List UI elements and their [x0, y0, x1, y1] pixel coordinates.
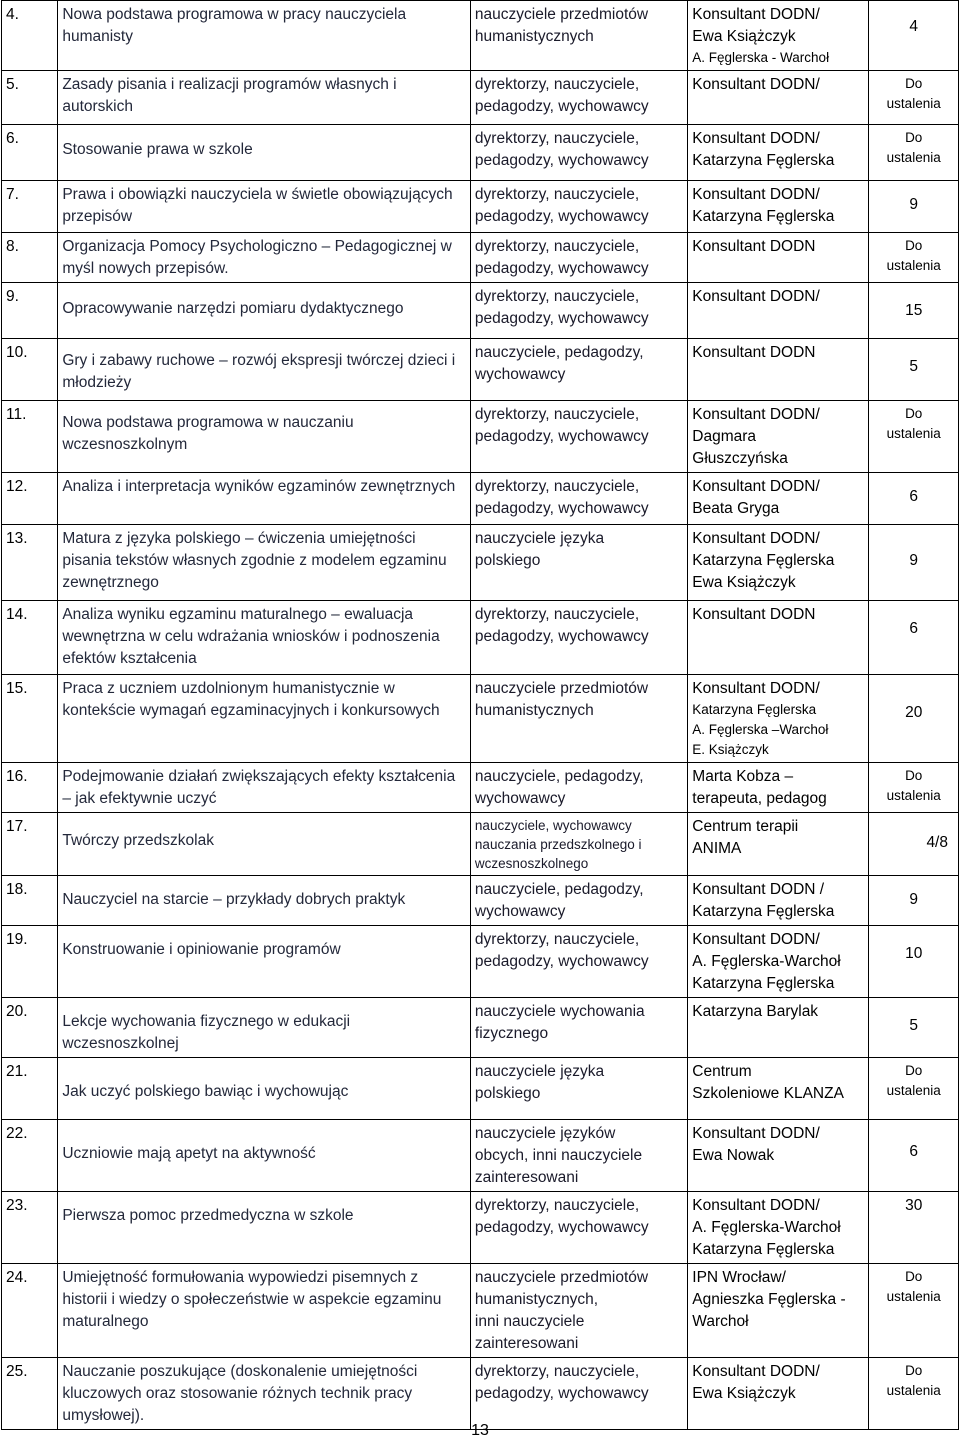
audience-line: dyrektorzy, nauczyciele, [474, 1197, 640, 1214]
consultant-line: ANIMA [692, 840, 742, 857]
row-number-cell [2, 1358, 58, 1430]
course-title-cell [58, 926, 471, 998]
course-title-cell [58, 401, 471, 473]
table-row [2, 401, 959, 473]
audience-cell [470, 998, 687, 1058]
consultant-line: Szkoleniowe KLANZA [692, 1085, 844, 1102]
audience-cell [470, 1058, 687, 1120]
hours-cell [869, 339, 959, 401]
hours-cell [869, 1264, 959, 1358]
consultant-cell [688, 926, 869, 998]
consultant-cell [688, 1192, 869, 1264]
consultant-line: Głuszczyńska [692, 450, 788, 467]
course-title: Analiza wyniku egzaminu maturalnego – ewaluacja wewnętrzna w celu wdrażania wniosków i podnoszenia efektów kształcenia [62, 606, 440, 667]
hours-cell [869, 125, 959, 181]
audience-line: zainteresowani [474, 1169, 579, 1186]
consultant-line: Konsultant DODN/ [692, 1125, 820, 1142]
audience-line: dyrektorzy, nauczyciele, [474, 606, 640, 623]
consultant-line: Konsultant DODN [692, 344, 816, 361]
audience-line: pedagodzy, wychowawcy [474, 260, 649, 277]
audience-cell [470, 926, 687, 998]
course-title-cell [58, 473, 471, 525]
row-number-cell [2, 675, 58, 763]
audience-line: nauczyciele wychowania [474, 1003, 645, 1020]
hours-cell [869, 233, 959, 283]
course-title: Nowa podstawa programowa w pracy nauczyciela humanisty [62, 6, 407, 45]
consultant-cell [688, 1120, 869, 1192]
row-number-cell [2, 473, 58, 525]
table-row [2, 675, 959, 763]
audience-line: inni nauczyciele [474, 1313, 585, 1330]
course-title: Pierwsza pomoc przedmedyczna w szkole [62, 1207, 354, 1224]
hours-cell [869, 71, 959, 125]
consultant-line: Konsultant DODN/ [692, 76, 820, 93]
table-row [2, 876, 959, 926]
course-title: Konstruowanie i opiniowanie programów [62, 941, 341, 958]
consultant-line: Katarzyna Fęglerska [692, 1241, 835, 1258]
audience-line: dyrektorzy, nauczyciele, [474, 478, 640, 495]
consultant-cell [688, 813, 869, 876]
course-title: Matura z języka polskiego – ćwiczenia umiejętności pisania tekstów własnych zgodnie z modelem egzaminu zewnętrznego [62, 530, 447, 591]
audience-line: nauczania przedszkolnego i [474, 837, 642, 852]
row-number-cell [2, 1120, 58, 1192]
row-number: 6. [6, 130, 19, 147]
audience-line: zainteresowani [474, 1335, 579, 1352]
course-title: Twórczy przedszkolak [62, 832, 214, 849]
row-number-cell [2, 1264, 58, 1358]
table-row [2, 233, 959, 283]
audience-line: humanistycznych [474, 702, 594, 719]
consultant-cell [688, 125, 869, 181]
consultant-line: Katarzyna Fęglerska [692, 975, 835, 992]
audience-line: nauczyciele języka [474, 1063, 605, 1080]
hours-cell [869, 1358, 959, 1430]
hours-cell [869, 675, 959, 763]
table-row [2, 283, 959, 339]
audience-line: dyrektorzy, nauczyciele, [474, 76, 640, 93]
row-number-cell [2, 125, 58, 181]
consultant-line: Centrum [692, 1063, 752, 1080]
row-number-cell [2, 71, 58, 125]
audience-line: dyrektorzy, nauczyciele, [474, 1363, 640, 1380]
hours-value: 9 [909, 891, 919, 908]
hours-cell [869, 1120, 959, 1192]
audience-cell [470, 1264, 687, 1358]
row-number: 23. [6, 1197, 28, 1214]
table-row [2, 181, 959, 233]
page-number: 13 [471, 1422, 489, 1439]
audience-cell [470, 401, 687, 473]
hours-cell [869, 813, 959, 876]
hours-value: Do ustalenia [886, 238, 941, 273]
hours-value: Do ustalenia [886, 1363, 941, 1398]
consultant-cell [688, 525, 869, 601]
audience-line: nauczyciele, wychowawcy [474, 818, 632, 833]
audience-line: polskiego [474, 1085, 541, 1102]
hours-value: Do ustalenia [886, 1269, 941, 1304]
hours-value: 6 [909, 1143, 919, 1160]
row-number: 16. [6, 768, 28, 785]
course-title: Lekcje wychowania fizycznego w edukacji wczesnoszkolnej [62, 1013, 351, 1052]
row-number-cell [2, 181, 58, 233]
audience-line: wychowawcy [474, 366, 566, 383]
consultant-line: Marta Kobza – [692, 768, 794, 785]
audience-cell [470, 763, 687, 813]
course-title: Umiejętność formułowania wypowiedzi pisemnych z historii i wiedzy o społeczeństwie w aspekcie egzaminu maturalnego [62, 1269, 442, 1330]
hours-value: Do ustalenia [886, 406, 941, 441]
course-title-cell [58, 1058, 471, 1120]
row-number: 7. [6, 186, 19, 203]
row-number: 14. [6, 606, 28, 623]
row-number-cell [2, 763, 58, 813]
audience-cell [470, 233, 687, 283]
row-number-cell [2, 998, 58, 1058]
consultant-line: Konsultant DODN/ [692, 1363, 820, 1380]
course-title-cell [58, 181, 471, 233]
consultant-cell [688, 675, 869, 763]
audience-cell [470, 1120, 687, 1192]
row-number-cell [2, 1058, 58, 1120]
audience-line: dyrektorzy, nauczyciele, [474, 288, 640, 305]
row-number-cell [2, 601, 58, 675]
hours-value: Do ustalenia [886, 76, 941, 111]
table-row [2, 1192, 959, 1264]
consultant-line: Konsultant DODN [692, 606, 816, 623]
row-number-cell [2, 283, 58, 339]
consultant-line: Katarzyna Fęglerska [692, 208, 835, 225]
audience-line: dyrektorzy, nauczyciele, [474, 186, 640, 203]
hours-cell [869, 181, 959, 233]
hours-cell [869, 601, 959, 675]
hours-cell [869, 525, 959, 601]
hours-cell [869, 1058, 959, 1120]
course-title: Prawa i obowiązki nauczyciela w świetle obowiązujących przepisów [62, 186, 453, 225]
consultant-line: Ewa Książczyk [692, 1385, 796, 1402]
course-title-cell [58, 876, 471, 926]
consultant-cell [688, 998, 869, 1058]
audience-line: pedagodzy, wychowawcy [474, 98, 649, 115]
consultant-cell [688, 181, 869, 233]
audience-line: pedagodzy, wychowawcy [474, 500, 649, 517]
consultant-line: A. Fęglerska –Warchoł [692, 722, 829, 737]
row-number-cell [2, 926, 58, 998]
consultant-line: Agnieszka Fęglerska - [692, 1291, 846, 1308]
hours-value: 9 [909, 552, 919, 569]
audience-line: polskiego [474, 552, 541, 569]
audience-cell [470, 601, 687, 675]
hours-cell [869, 401, 959, 473]
consultant-line: Katarzyna Fęglerska [692, 702, 817, 717]
hours-cell [869, 473, 959, 525]
hours-value: 15 [905, 302, 923, 319]
row-number: 17. [6, 818, 28, 835]
hours-value: 10 [905, 945, 923, 962]
audience-line: pedagodzy, wychowawcy [474, 310, 649, 327]
audience-line: wychowawcy [474, 790, 566, 807]
row-number: 20. [6, 1003, 28, 1020]
row-number: 10. [6, 344, 28, 361]
row-number: 19. [6, 931, 28, 948]
course-title: Nauczanie poszukujące (doskonalenie umiejętności kluczowych oraz stosowanie różnych technik pracy umysłowej). [62, 1363, 418, 1424]
table-row [2, 1264, 959, 1358]
audience-line: dyrektorzy, nauczyciele, [474, 406, 640, 423]
consultant-line: Konsultant DODN/ [692, 6, 820, 23]
audience-line: pedagodzy, wychowawcy [474, 152, 649, 169]
table-row [2, 1058, 959, 1120]
audience-line: nauczyciele języków [474, 1125, 616, 1142]
course-title-cell [58, 1120, 471, 1192]
audience-line: pedagodzy, wychowawcy [474, 628, 649, 645]
course-title-cell [58, 283, 471, 339]
table-row [2, 525, 959, 601]
audience-line: pedagodzy, wychowawcy [474, 208, 649, 225]
audience-cell [470, 181, 687, 233]
hours-value: Do ustalenia [886, 130, 941, 165]
consultant-line: Konsultant DODN/ [692, 680, 820, 697]
hours-value: Do ustalenia [886, 1063, 941, 1098]
audience-cell [470, 1, 687, 71]
consultant-line: Konsultant DODN/ [692, 186, 820, 203]
row-number: 12. [6, 478, 28, 495]
consultant-line: Katarzyna Fęglerska [692, 552, 835, 569]
consultant-line: IPN Wrocław/ [692, 1269, 786, 1286]
row-number-cell [2, 813, 58, 876]
row-number: 5. [6, 76, 19, 93]
row-number: 25. [6, 1363, 28, 1380]
course-title: Jak uczyć polskiego bawiąc i wychowując [62, 1083, 349, 1100]
hours-cell [869, 283, 959, 339]
consultant-cell [688, 71, 869, 125]
audience-cell [470, 283, 687, 339]
consultant-line: Konsultant DODN [692, 238, 816, 255]
course-title: Nauczyciel na starcie – przykłady dobrych praktyk [62, 891, 406, 908]
audience-line: dyrektorzy, nauczyciele, [474, 130, 640, 147]
hours-value: 4 [909, 18, 919, 35]
audience-cell [470, 675, 687, 763]
consultant-cell [688, 601, 869, 675]
course-title-cell [58, 998, 471, 1058]
course-title-cell [58, 601, 471, 675]
course-title-cell [58, 1, 471, 71]
consultant-cell [688, 876, 869, 926]
consultant-line: Konsultant DODN/ [692, 530, 820, 547]
consultant-cell [688, 763, 869, 813]
consultant-line: Dagmara [692, 428, 757, 445]
consultant-line: Konsultant DODN/ [692, 478, 820, 495]
consultant-cell [688, 401, 869, 473]
consultant-line: Warchoł [692, 1313, 749, 1330]
training-courses-table [1, 0, 959, 1430]
audience-line: obcych, inni nauczyciele [474, 1147, 643, 1164]
row-number-cell [2, 525, 58, 601]
course-title-cell [58, 1192, 471, 1264]
consultant-line: Konsultant DODN/ [692, 931, 820, 948]
audience-line: pedagodzy, wychowawcy [474, 1219, 649, 1236]
hours-cell [869, 763, 959, 813]
table-row [2, 1, 959, 71]
audience-line: nauczyciele, pedagodzy, [474, 768, 644, 785]
consultant-line: A. Fęglerska-Warchoł [692, 953, 841, 970]
consultant-line: Ewa Książczyk [692, 28, 796, 45]
hours-value: 5 [909, 358, 919, 375]
course-title-cell [58, 763, 471, 813]
course-title-cell [58, 71, 471, 125]
audience-line: dyrektorzy, nauczyciele, [474, 238, 640, 255]
hours-value: 6 [909, 488, 919, 505]
course-title-cell [58, 675, 471, 763]
audience-cell [470, 525, 687, 601]
consultant-line: Konsultant DODN/ [692, 130, 820, 147]
audience-line: dyrektorzy, nauczyciele, [474, 931, 640, 948]
hours-cell [869, 998, 959, 1058]
hours-cell [869, 926, 959, 998]
audience-cell [470, 1192, 687, 1264]
table-row [2, 473, 959, 525]
consultant-line: Konsultant DODN / [692, 881, 825, 898]
audience-cell [470, 813, 687, 876]
audience-cell [470, 339, 687, 401]
row-number: 22. [6, 1125, 28, 1142]
audience-line: wychowawcy [474, 903, 566, 920]
course-title: Nowa podstawa programowa w nauczaniu wczesnoszkolnym [62, 414, 354, 453]
course-title-cell [58, 1358, 471, 1430]
table-row [2, 1120, 959, 1192]
hours-value: 30 [905, 1197, 923, 1214]
consultant-line: terapeuta, pedagog [692, 790, 827, 807]
table-row [2, 125, 959, 181]
consultant-cell [688, 233, 869, 283]
audience-cell [470, 876, 687, 926]
audience-line: nauczyciele przedmiotów [474, 680, 649, 697]
audience-line: humanistycznych [474, 28, 594, 45]
course-title-cell [58, 233, 471, 283]
table-body [2, 1, 959, 1430]
consultant-line: Ewa Nowak [692, 1147, 775, 1164]
consultant-cell [688, 1264, 869, 1358]
course-title-cell [58, 525, 471, 601]
row-number: 4. [6, 6, 19, 23]
row-number: 13. [6, 530, 28, 547]
hours-value: Do ustalenia [886, 768, 941, 803]
table-row [2, 763, 959, 813]
audience-line: pedagodzy, wychowawcy [474, 1385, 649, 1402]
audience-cell [470, 125, 687, 181]
course-title: Zasady pisania i realizacji programów własnych i autorskich [62, 76, 397, 115]
row-number-cell [2, 233, 58, 283]
consultant-line: Beata Gryga [692, 500, 780, 517]
audience-cell [470, 71, 687, 125]
course-title: Organizacja Pomocy Psychologiczno – Pedagogicznej w myśl nowych przepisów. [62, 238, 452, 277]
course-title: Gry i zabawy ruchowe – rozwój ekspresji twórczej dzieci i młodzieży [62, 352, 456, 391]
course-title-cell [58, 1264, 471, 1358]
audience-line: nauczyciele, pedagodzy, [474, 881, 644, 898]
course-title-cell [58, 339, 471, 401]
consultant-line: Konsultant DODN/ [692, 288, 820, 305]
table-row [2, 601, 959, 675]
audience-line: pedagodzy, wychowawcy [474, 428, 649, 445]
audience-line: pedagodzy, wychowawcy [474, 953, 649, 970]
hours-cell [869, 1192, 959, 1264]
consultant-line: Ewa Książczyk [692, 574, 796, 591]
hours-cell [869, 876, 959, 926]
row-number: 18. [6, 881, 28, 898]
table-row [2, 998, 959, 1058]
row-number: 11. [6, 406, 27, 423]
consultant-cell [688, 473, 869, 525]
consultant-cell [688, 339, 869, 401]
row-number: 24. [6, 1269, 28, 1286]
audience-line: humanistycznych, [474, 1291, 599, 1308]
consultant-cell [688, 1, 869, 71]
consultant-line: Konsultant DODN/ [692, 1197, 820, 1214]
course-title-cell [58, 125, 471, 181]
table-row [2, 1358, 959, 1430]
consultant-cell [688, 1358, 869, 1430]
table-row [2, 926, 959, 998]
course-title: Stosowanie prawa w szkole [62, 141, 253, 158]
hours-value: 9 [909, 196, 919, 213]
hours-cell [869, 1, 959, 71]
course-title: Analiza i interpretacja wyników egzaminów zewnętrznych [62, 478, 456, 495]
audience-line: fizycznego [474, 1025, 549, 1042]
table-row [2, 71, 959, 125]
hours-value: 6 [909, 620, 919, 637]
row-number: 9. [6, 288, 19, 305]
table-row [2, 339, 959, 401]
consultant-line: Katarzyna Fęglerska [692, 152, 835, 169]
hours-value: 20 [905, 704, 923, 721]
course-title: Podejmowanie działań zwiększających efekty kształcenia – jak efektywnie uczyć [62, 768, 456, 807]
consultant-cell [688, 1058, 869, 1120]
consultant-cell [688, 283, 869, 339]
audience-cell [470, 1358, 687, 1430]
consultant-line: Konsultant DODN/ [692, 406, 820, 423]
row-number-cell [2, 1, 58, 71]
audience-line: wczesnoszkolnego [474, 856, 589, 871]
consultant-line: Centrum terapii [692, 818, 799, 835]
table-row [2, 813, 959, 876]
consultant-line: A. Fęglerska-Warchoł [692, 1219, 841, 1236]
audience-cell [470, 473, 687, 525]
row-number: 21. [6, 1063, 28, 1080]
hours-value: 5 [909, 1017, 919, 1034]
course-title: Uczniowie mają apetyt na aktywność [62, 1145, 316, 1162]
audience-line: nauczyciele, pedagodzy, [474, 344, 644, 361]
course-title: Praca z uczniem uzdolnionym humanistycznie w kontekście wymagań egzaminacyjnych i konkursowych [62, 680, 440, 719]
row-number: 8. [6, 238, 19, 255]
course-title: Opracowywanie narzędzi pomiaru dydaktycznego [62, 300, 404, 317]
row-number: 15. [6, 680, 28, 697]
consultant-line: Katarzyna Fęglerska [692, 903, 835, 920]
consultant-line: A. Fęglerska - Warchoł [692, 50, 830, 65]
row-number-cell [2, 876, 58, 926]
row-number-cell [2, 401, 58, 473]
consultant-line: Katarzyna Barylak [692, 1003, 819, 1020]
row-number-cell [2, 339, 58, 401]
hours-value: 4/8 [926, 834, 948, 851]
audience-line: nauczyciele języka [474, 530, 605, 547]
consultant-line: E. Książczyk [692, 742, 769, 757]
audience-line: nauczyciele przedmiotów [474, 6, 649, 23]
row-number-cell [2, 1192, 58, 1264]
course-title-cell [58, 813, 471, 876]
audience-line: nauczyciele przedmiotów [474, 1269, 649, 1286]
